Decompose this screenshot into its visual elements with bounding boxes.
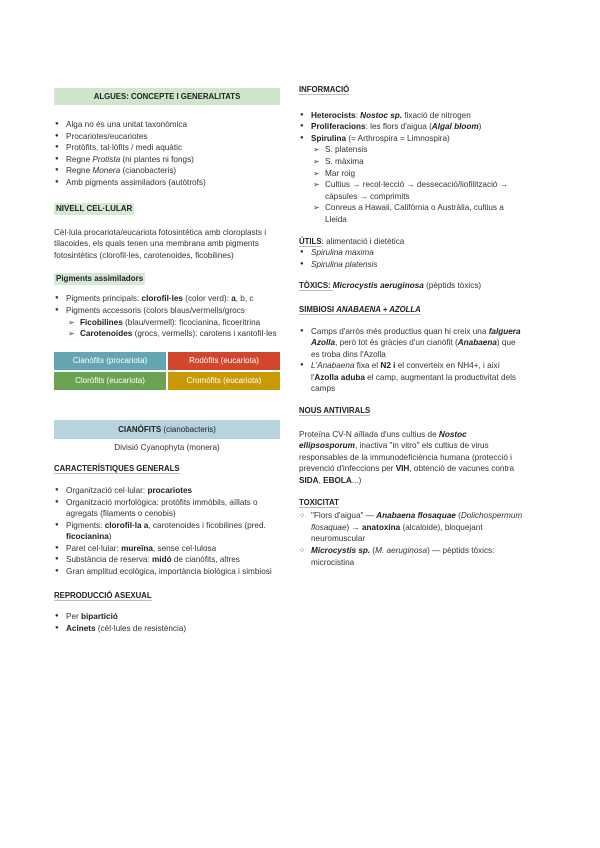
grid-cell-clorofits: Cloròfits (eucariota) — [54, 372, 166, 390]
section-title-toxicitat: TOXICITAT — [299, 497, 339, 507]
grid-cell-cromofits: Cromòfits (eucariota) — [168, 372, 280, 390]
list-item: ● Gran amplitud ecològica, importància biològica i simbiosi — [66, 566, 280, 578]
section-title-reproduccio: REPRODUCCIÓ ASEXUAL — [54, 590, 152, 600]
list-item: ➢ S. platensis — [325, 144, 525, 156]
intro-list — [54, 119, 280, 189]
section-title-nous-antivirals: NOUS ANTIVIRALS — [299, 406, 371, 416]
toxics-heading: TÒXICS: Microcystis aeruginosa (pèptids tòxics) — [299, 281, 482, 291]
section-title-informacio: INFORMACIÓ — [299, 85, 350, 94]
grid-cell-rodofits: Rodòfits (eucariota) — [168, 352, 280, 370]
list-item: ○ "Flors d'aigua" — Anabaena flosaquae (Dolichospermum flosaquae) → anatoxina (alcaloide), bloquejant neuromuscular — [311, 510, 525, 545]
list-item: ● Amb pigments assimiladors (autòtrofs) — [66, 177, 280, 189]
info-list — [299, 110, 525, 226]
cell-paragraph: Cèl·lula procariota/eucariota fotosintètica amb cloroplasts i tilacoides, els quals tenen una membrana amb pigments fotosintètics (clorofil·les, carotenoides, ficobilines) — [54, 227, 267, 260]
pigments-list — [54, 293, 280, 339]
list-item: ● Substància de reserva: midó de cianòfits, altres — [66, 554, 280, 566]
left-column — [54, 88, 280, 634]
spirulina-sublist — [311, 144, 525, 225]
list-item: ● Alga no és una unitat taxonòmica — [66, 119, 280, 131]
list-item: ● Paret cel·lular: mureïna, sense cel·lulosa — [66, 543, 280, 555]
list-item: ➢ Mar roig — [325, 168, 525, 180]
list-item: ➢ Carotenoides (grocs, vermells): carotens i xantofil·les — [80, 328, 280, 340]
section-title-simbiosi: SIMBIOSI ANABAENA + AZOLLA — [299, 304, 421, 314]
characteristics-list — [54, 485, 280, 578]
right-column — [299, 84, 525, 568]
section-title-nivell-cellular: NIVELL CEL·LULAR — [56, 203, 133, 213]
utils-heading: ÚTILS: alimentació i dietètica — [299, 236, 405, 246]
utils-list — [299, 247, 525, 270]
division-caption: Divisió Cyanophyta (monera) — [114, 442, 220, 452]
list-item: ○ Microcystis sp. (M. aeruginosa) — pèptids tòxics: microcistina — [311, 545, 525, 568]
grid-cell-cianofits: Cianòfits (procariota) — [54, 352, 166, 370]
symbiosis-list — [299, 326, 525, 396]
list-item: ● Proliferacions: les flors d'aigua (Algal bloom) — [311, 121, 525, 133]
list-item: ● Pigments: clorofil·la a, carotenoides i ficobilines (pred. ficocianina) — [66, 520, 280, 543]
list-item: ➢ Conreus a Hawaii, Califòrnia o Austràlia, cultius a Lleida — [325, 202, 525, 225]
list-item: ● Procariotes/eucariotes — [66, 131, 280, 143]
list-item: ● Spirulina (= Arthrospira = Limnospira) ➢ S. platensis ➢ S. màxima ➢ Mar roig ➢ Cultius → recol·lecció → dessecació/liofilització → càpsules → comprimits ➢ Conreus a Hawaii, Califòrnia o Austràlia, cultius a Lleida — [311, 133, 525, 226]
list-item: ● Pigments principals: clorofil·les (color verd): a, b, c — [66, 293, 280, 305]
list-item: ● Spirulina platensis — [311, 259, 525, 271]
list-item: ● Pigments accessoris (colors blaus/vermells/grocs ➢ Ficobilines (blau/vermell): ficocianina, ficoeritrina ➢ Carotenoides (grocs, vermells): carotens i xantofil·les — [66, 305, 280, 340]
list-item: ● Protòfits, tal·lòfits / medi aquàtic — [66, 142, 280, 154]
list-item: ● Organització cel·lular: procariotes — [66, 485, 280, 497]
section-title-algues: ALGUES: CONCEPTE I GENERALITATS — [54, 88, 280, 105]
list-item: ● Heterocists: Nostoc sp. fixació de nitrogen — [311, 110, 525, 122]
list-item: ➢ Ficobilines (blau/vermell): ficocianina, ficoeritrina — [80, 317, 280, 329]
list-item: ● Camps d'arròs més productius quan hi creix una falguera Azolla, però tot és gràcies d'un cianòfit (Anabaena) que es troba dins l'Azolla — [311, 326, 525, 361]
list-item: ● Acinets (cèl·lules de resistència) — [66, 623, 280, 635]
section-title-pigments: Pigments assimiladors — [56, 274, 144, 284]
section-title-caracteristiques: CARACTERÍSTIQUES GENERALS — [54, 464, 180, 474]
list-item: ● Per bipartició — [66, 611, 280, 623]
algae-groups-grid — [54, 352, 280, 390]
antivirals-paragraph: Proteïna CV-N aïllada d'uns cultius de Nostoc ellipsosporum, inactiva "in vitro" els cultius de virus responsables de la immunodeficiència humana (protecció i prevenció d'infeccions per VIH, obtenció de vacunes contra SIDA, EBOLA...) — [299, 429, 515, 486]
list-item: ➢ Cultius → recol·lecció → dessecació/liofilització → càpsules → comprimits — [325, 179, 525, 202]
pigments-sublist — [66, 317, 280, 340]
list-item: ● L'Anabaena fixa el N2 i el converteix en NH4+, i així l'Azolla aduba el camp, augmentant la productivitat dels camps — [311, 360, 525, 395]
reproduction-list — [54, 611, 280, 634]
list-item: ● Spirulina maxima — [311, 247, 525, 259]
list-item: ● Regne Monera (cianobacteris) — [66, 165, 280, 177]
list-item: ● Regne Protista (ni plantes ni fongs) — [66, 154, 280, 166]
list-item: ➢ S. màxima — [325, 156, 525, 168]
list-item: ● Organització morfològica: protòfits immòbils, aïllats o agregats (filaments o cenobis) — [66, 497, 280, 520]
section-title-cianofits: CIANÒFITS (cianobacteris) — [54, 420, 280, 439]
toxicity-list — [299, 510, 525, 568]
